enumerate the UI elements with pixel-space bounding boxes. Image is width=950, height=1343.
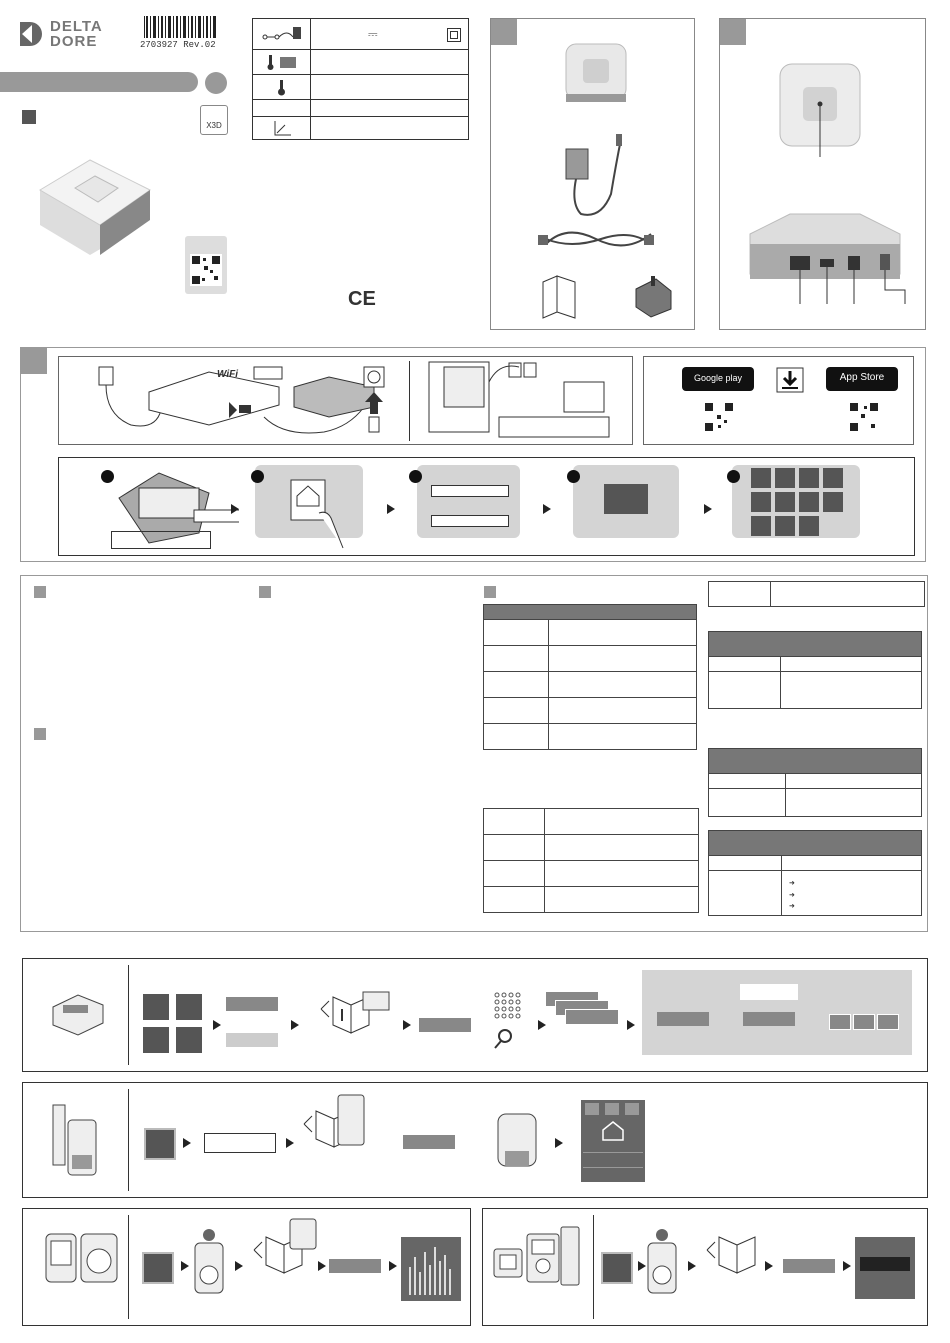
x3d-label: X3D: [206, 121, 222, 130]
step-arrow: [704, 504, 712, 514]
manual-info-icon: [313, 987, 393, 1035]
sensor-tab-icon[interactable]: [605, 1103, 619, 1115]
manual-info-icon: [298, 1091, 393, 1151]
step-arrow: [688, 1261, 696, 1271]
tydom-front-image: [775, 59, 865, 159]
step-arrow: [403, 1020, 411, 1030]
class2-icon: [447, 28, 461, 42]
sensor-status-screen: [581, 1100, 645, 1182]
section-marker: [491, 19, 517, 45]
section-marker: [21, 348, 47, 374]
logo: [18, 18, 128, 50]
barcode: [140, 16, 220, 52]
shape-parallelogram-icon[interactable]: [877, 1014, 899, 1030]
delta-dore-app-icon: [289, 478, 349, 554]
step-arrow: [183, 1138, 191, 1148]
step-arrow: [638, 1261, 646, 1271]
reset-table: [708, 581, 925, 607]
shape-square-icon[interactable]: [829, 1014, 851, 1030]
power-adapter-image: [561, 129, 631, 219]
app-tile-heating-icon[interactable]: [751, 492, 771, 512]
tap-button[interactable]: [604, 484, 648, 514]
app-tile-garage-icon[interactable]: [823, 468, 843, 488]
tydom-box-image: [30, 150, 160, 270]
app-setup-steps: [58, 457, 915, 556]
confirm-button[interactable]: [783, 1259, 835, 1273]
mac-code-boxes: [111, 531, 211, 549]
app-tile-more-icon[interactable]: [799, 492, 819, 512]
connection-diagram: [58, 356, 633, 445]
option-button-1[interactable]: [226, 997, 278, 1011]
plug-adapter-image: [631, 274, 676, 319]
step-arrow: [387, 504, 395, 514]
manual-image: [541, 274, 581, 319]
step-arrow: [389, 1261, 397, 1271]
app-tile-door-icon[interactable]: [751, 516, 771, 536]
shape-trapezoid-icon[interactable]: [853, 1014, 875, 1030]
status-table: [483, 808, 699, 913]
shutter-setup-panel: [22, 958, 928, 1072]
google-play-label: Google play: [693, 373, 743, 383]
title-bar: [0, 72, 198, 92]
step-arrow: [231, 504, 239, 514]
keypad-icon: [493, 991, 528, 1051]
led-table: [483, 604, 697, 750]
step-arrow: [181, 1261, 189, 1271]
section-marker: [484, 586, 496, 598]
thermostat-icon[interactable]: [601, 1252, 633, 1284]
power-adapter-icon: [259, 25, 305, 43]
shutter-icon[interactable]: [143, 994, 169, 1020]
energy-meter-image: [41, 1229, 121, 1289]
qr-tag: [185, 236, 227, 294]
manual-info-icon: [701, 1227, 761, 1277]
package-contents-panel: [490, 18, 695, 330]
receiver-module-image: [48, 987, 108, 1037]
thermostat-check-image: [646, 1229, 686, 1301]
ce-mark: CE: [348, 288, 376, 310]
step-arrow: [543, 504, 551, 514]
logo-line2: DORE: [50, 33, 98, 50]
wifi-badge: WiFi: [217, 369, 239, 380]
step-dot: [251, 470, 264, 483]
app-tile-light-icon[interactable]: [775, 468, 795, 488]
config-button-1[interactable]: [657, 1012, 709, 1026]
ethernet-cable-image: [536, 219, 656, 259]
app-tile-settings-icon[interactable]: [799, 516, 819, 536]
x3d-tag: [200, 105, 228, 135]
status-row-1: [583, 1152, 643, 1165]
barcode-number: 2703927 Rev.02: [140, 40, 216, 50]
thermostat-screen: [855, 1237, 915, 1299]
tydom-app-icon[interactable]: [144, 1128, 176, 1160]
section-marker: [34, 586, 46, 598]
step-dot: [567, 470, 580, 483]
qr-code-icon: [190, 254, 222, 286]
confirm-button[interactable]: [419, 1018, 471, 1032]
app-store-label: App Store: [839, 372, 885, 383]
barcode-icon: [140, 16, 220, 40]
app-store-qr-icon: [849, 402, 879, 432]
app-tile-shutter-icon[interactable]: [751, 468, 771, 488]
thermometer-box-icon: [267, 53, 301, 71]
gate-icon[interactable]: [176, 1027, 202, 1053]
confirm-button[interactable]: [329, 1259, 381, 1273]
google-play-qr-icon: [704, 402, 734, 432]
step-arrow: [627, 1020, 635, 1030]
list-stack: [545, 991, 617, 1031]
login-field-2[interactable]: [431, 515, 509, 527]
wall-outlet-image: [359, 362, 399, 437]
title-bar-circle: [205, 72, 227, 94]
energy-chart-icon[interactable]: [142, 1252, 174, 1284]
table-c: ➜ ➜ ➜: [708, 830, 922, 916]
option-button-2[interactable]: [226, 1033, 278, 1047]
spec-table: [252, 18, 469, 140]
dashboard-grid: [751, 468, 846, 536]
light-icon[interactable]: [176, 994, 202, 1020]
thermostat-display-bar: [860, 1257, 910, 1271]
voltage-symbol: ⎓: [368, 27, 378, 41]
step-arrow: [291, 1020, 299, 1030]
confirm-button[interactable]: [403, 1135, 455, 1149]
app-tile-energy-icon[interactable]: [775, 516, 795, 536]
thermometer-icon: [277, 79, 287, 97]
heater-icon[interactable]: [143, 1027, 169, 1053]
app-tile-gate-icon[interactable]: [823, 492, 843, 512]
config-button-2[interactable]: [743, 1012, 795, 1026]
specifications-section: [20, 575, 928, 932]
table-b: [708, 748, 922, 817]
section-marker: [22, 110, 36, 124]
warning-icon: [585, 1103, 599, 1115]
delta-dore-logo-icon: [18, 20, 44, 48]
step-arrow: [555, 1138, 563, 1148]
pause-icon[interactable]: [625, 1103, 639, 1115]
step-arrow: [765, 1261, 773, 1271]
app-store-badge[interactable]: [826, 367, 898, 391]
step-arrow: [318, 1261, 326, 1271]
app-tile-thermostat-icon[interactable]: [799, 468, 819, 488]
sensor-setup-panel: [22, 1082, 928, 1198]
download-icon: [776, 367, 804, 393]
tydom-back-image: [740, 204, 915, 314]
installation-section: [20, 347, 926, 562]
sensor-image: [495, 1111, 540, 1171]
electrical-panel-image: [424, 357, 629, 445]
device-panel: [719, 18, 926, 330]
name-input[interactable]: [204, 1133, 276, 1153]
logo-line1: DELTA: [50, 18, 103, 35]
section-marker: [259, 586, 271, 598]
section-marker: [34, 728, 46, 740]
thermostat-check-image: [193, 1229, 233, 1301]
range-axis-icon: [273, 119, 293, 137]
thermostat-devices-image: [491, 1224, 589, 1289]
step-arrow: [235, 1261, 243, 1271]
thermostat-panel: [482, 1208, 928, 1326]
app-tile-alarm-icon[interactable]: [775, 492, 795, 512]
status-row-2: [583, 1167, 643, 1180]
door-sensor-image: [48, 1095, 108, 1185]
tydom-top-image: [561, 39, 631, 109]
step-arrow: [843, 1261, 851, 1271]
energy-panel: [22, 1208, 471, 1326]
step-tile-login: [417, 465, 520, 538]
step-arrow: [213, 1020, 221, 1030]
step-arrow: [286, 1138, 294, 1148]
section-marker: [720, 19, 746, 45]
login-field-1[interactable]: [431, 485, 509, 497]
google-play-badge[interactable]: [682, 367, 754, 391]
step-dot: [727, 470, 740, 483]
app-download-panel: [643, 356, 914, 445]
energy-chart-image: [401, 1237, 461, 1301]
table-a: [708, 631, 922, 709]
home-icon: [601, 1120, 625, 1142]
config-field[interactable]: [740, 984, 798, 1000]
step-dot: [409, 470, 422, 483]
